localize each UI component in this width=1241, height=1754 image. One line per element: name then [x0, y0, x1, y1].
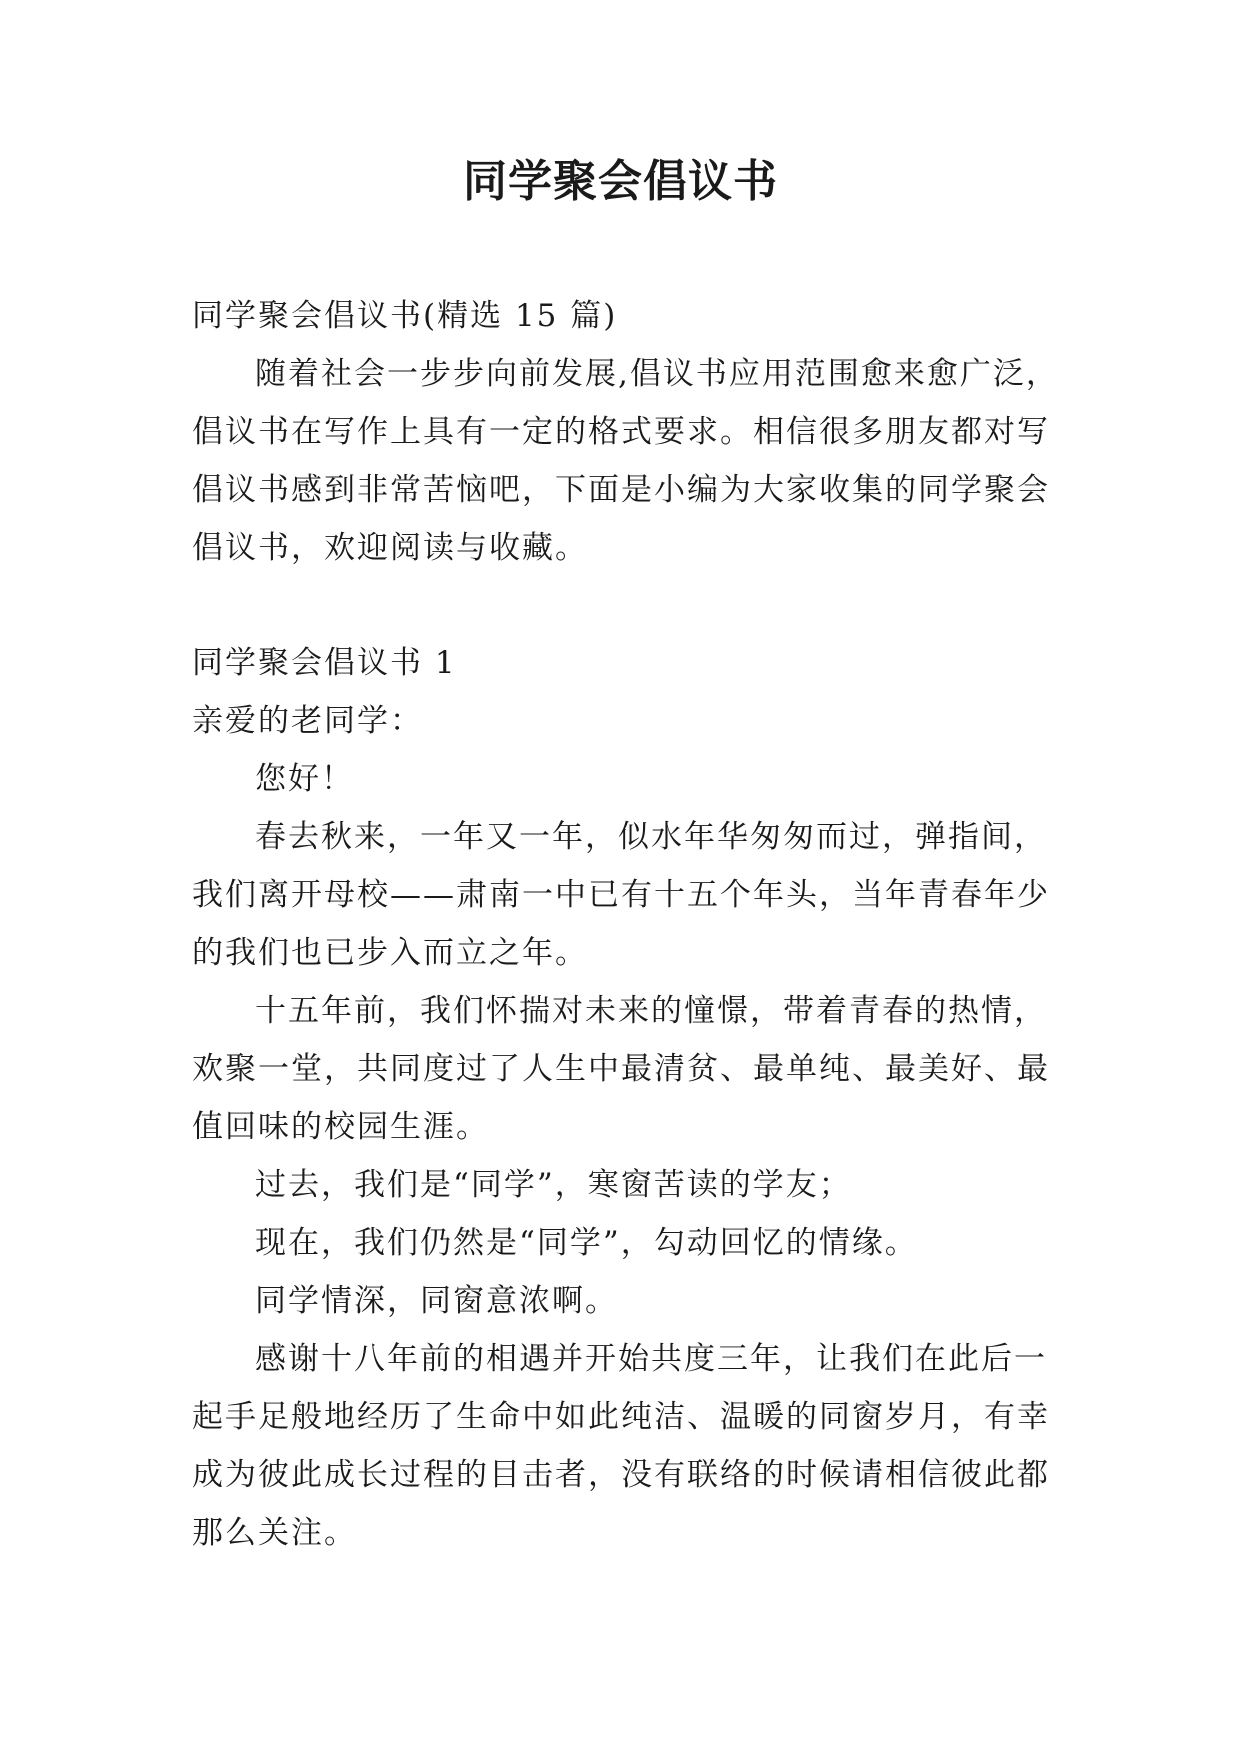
- document-title: 同学聚会倡议书: [463, 156, 778, 207]
- section-spacer: [192, 577, 1060, 634]
- paragraph-3: [192, 1330, 1060, 1562]
- paragraph-line: 值回味的校园生涯。: [192, 1109, 489, 1145]
- paragraph-2: [192, 982, 1060, 1156]
- line-now: 现在，我们仍然是“同学”，勾动回忆的情缘。: [255, 1225, 918, 1261]
- intro-line: 随着社会一步步向前发展,倡议书应用范围愈来愈广泛，: [255, 356, 1059, 392]
- intro-line: 倡议书在写作上具有一定的格式要求。相信很多朋友都对写: [192, 414, 1050, 450]
- paragraph-line: 十五年前，我们怀揣对未来的憧憬，带着青春的热情，: [255, 993, 1047, 1029]
- salutation: 亲爱的老同学：: [192, 703, 423, 739]
- line-past: 过去，我们是“同学”，寒窗苦读的学友；: [255, 1167, 852, 1203]
- paragraph-line: 成为彼此成长过程的目击者，没有联络的时候请相信彼此都: [192, 1457, 1050, 1493]
- paragraph-line: 我们离开母校——肃南一中已有十五个年头，当年青春年少: [192, 877, 1050, 913]
- section-heading: 同学聚会倡议书 1: [192, 645, 457, 681]
- paragraph-1: [192, 808, 1060, 982]
- paragraph-line: 那么关注。: [192, 1515, 357, 1551]
- line-deep: 同学情深，同窗意浓啊。: [255, 1283, 618, 1319]
- paragraph-line: 起手足般地经历了生命中如此纯洁、温暖的同窗岁月，有幸: [192, 1399, 1050, 1435]
- paragraph-line: 春去秋来，一年又一年，似水年华匆匆而过，弹指间，: [255, 819, 1047, 855]
- intro-line: 倡议书感到非常苦恼吧，下面是小编为大家收集的同学聚会: [192, 472, 1050, 508]
- document-body: [192, 287, 1060, 1562]
- intro-paragraph: [192, 345, 1060, 577]
- paragraph-line: 感谢十八年前的相遇并开始共度三年，让我们在此后一: [255, 1341, 1047, 1377]
- paragraph-line: 欢聚一堂，共同度过了人生中最清贫、最单纯、最美好、最: [192, 1051, 1050, 1087]
- intro-line: 倡议书，欢迎阅读与收藏。: [192, 530, 588, 566]
- greeting: 您好！: [255, 761, 354, 797]
- document-subtitle: 同学聚会倡议书(精选 15 篇): [192, 298, 618, 334]
- paragraph-line: 的我们也已步入而立之年。: [192, 935, 588, 971]
